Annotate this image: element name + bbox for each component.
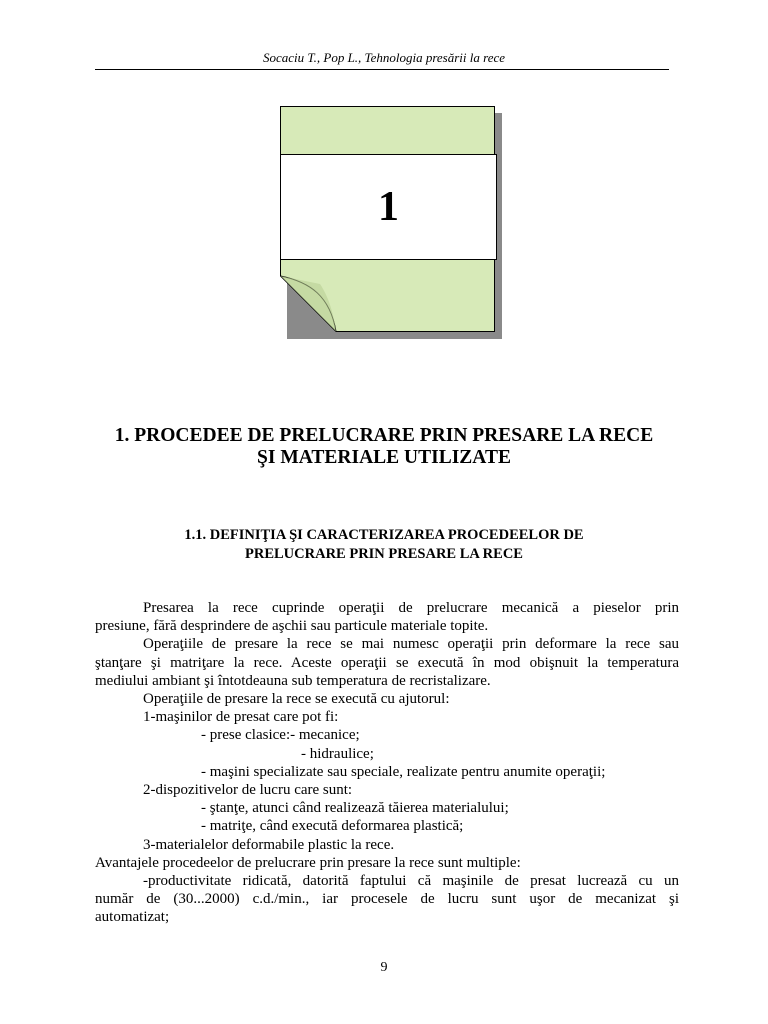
body-text [95, 599, 679, 927]
section-title-line: 1.1. DEFINIŢIA ŞI CARACTERIZAREA PROCEDEELOR DE [184, 527, 584, 543]
chapter-title [60, 425, 708, 469]
chapter-number: 1 [378, 184, 399, 230]
list-subitem: - hidraulice; [301, 745, 374, 762]
chapter-title-line: 1. PROCEDEE DE PRELUCRARE PRIN PRESARE LA RECE [114, 425, 654, 446]
body-line: Presarea la rece cuprinde operaţii de prelucrare mecanică a pieselor prin [143, 600, 679, 616]
list-subitem: - maşini specializate sau speciale, realizate pentru anumite operaţii; [201, 763, 606, 780]
body-line: Operaţiile de presare la rece se mai numesc operaţii prin deformare la rece sau [143, 636, 679, 653]
running-header: Socaciu T., Pop L., Tehnologia presării la rece [262, 50, 506, 65]
body-line: mediului ambiant şi întotdeauna sub temperatura de recristalizare. [95, 672, 491, 689]
body-line: presiune, fără desprindere de aşchii sau particule materiale topite. [95, 618, 489, 635]
list-subitem: - ştanţe, atunci când realizează tăierea materialului; [201, 800, 509, 817]
body-line: ştanţare şi matriţare la rece. Aceste operaţii se execută în mod obişnuit la temperatura [95, 654, 679, 671]
header-rule [95, 69, 669, 70]
body-line: -productivitate ridicată, datorită faptului că maşinile de presat lucrează cu un [143, 873, 679, 890]
list-item: 1-maşinilor de presat care pot fi: [143, 709, 339, 726]
section-title [60, 526, 708, 564]
list-subitem: - matriţe, când execută deformarea plastică; [201, 818, 464, 835]
body-line: Operaţiile de presare la rece se execută cu ajutorul: [143, 691, 450, 708]
section-title-line: PRELUCRARE PRIN PRESARE LA RECE [245, 546, 523, 562]
list-item: 3-materialelor deformabile plastic la rece. [143, 836, 395, 853]
body-line: Avantajele procedeelor de prelucrare prin presare la rece sunt multiple: [95, 854, 521, 871]
page-number: 9 [380, 960, 388, 975]
list-item: 2-dispozitivelor de lucru care sunt: [143, 782, 353, 799]
list-subitem: - prese clasice:- mecanice; [201, 727, 360, 744]
body-line: automatizat; [95, 909, 170, 926]
chapter-badge [280, 106, 506, 346]
body-line: număr de (30...2000) c.d./min., iar procesele de lucru sunt uşor de mecanizat şi [95, 891, 679, 908]
chapter-title-line: ŞI MATERIALE UTILIZATE [257, 447, 511, 468]
